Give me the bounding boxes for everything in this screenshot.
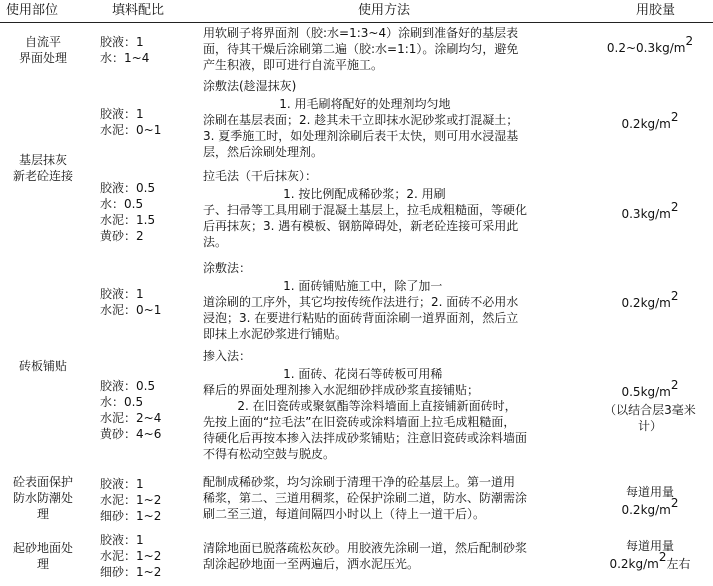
row1-usage-value: 0.2~0.3kg/m (606, 41, 686, 55)
row2-usage-b (590, 200, 710, 222)
row5-usage-sup: 2 (658, 550, 667, 564)
row1-usage-sup: 2 (685, 34, 694, 48)
row4-usage-sup: 2 (670, 496, 679, 510)
row5-usage-title: 每道用量 (625, 539, 674, 553)
row3-usage-b-sup: 2 (670, 378, 679, 392)
row4-usage-value: 0.2kg/m (621, 503, 671, 517)
row2-title-b: 拉毛法（干后抹灰）： (203, 169, 318, 183)
row4-method: 配制成稀砂浆，均匀涂刷于清理干净的砼基层上。第一道用 稀浆，第二、三道用稠浆，砼保护涂刷二道，防水、防潮需涂 刷二至三道，每道间隔四小时以上（待上一道干后）。 (203, 475, 528, 521)
row3-usage-b-value: 0.5kg/m (621, 385, 671, 399)
row3-ratio-b: 胶液：0.5 水：0.5 水泥：2~4 黄砂：4~6 (100, 379, 162, 441)
row4-ratio: 胶液：1 水泥：1~2 细砂：1~2 (100, 477, 162, 523)
header-ratio: 填料配比 (112, 3, 165, 18)
row5-method: 清除地面已脱落疏松灰砂。用胶液先涂刷一道，然后配制砂浆 刮涂起砂地面一至两遍后，洒水泥压光。 (203, 541, 528, 571)
row1-part: 自流平 界面处理 (18, 35, 67, 65)
row4-usage (590, 496, 710, 518)
row4-part: 砼表面保护 防水防潮处 理 (12, 475, 73, 521)
row3-part: 砖板铺贴 (18, 359, 67, 373)
row3-method-b: 1. 面砖、花岗石等砖板可用稀 释后的界面处理剂掺入水泥细砂拌成砂浆直接铺贴； 2. 在旧瓷砖或聚氨酯等涂料墙面上直接铺新面砖时， 先按上面的“拉毛法”在旧瓷砖或涂料墙面上拉毛成粗糙面， 待硬化后再按本掺入法拌成砂浆铺贴；注意旧瓷砖或涂料墙面 不得有松动空鼓与脱皮。 (203, 367, 528, 461)
row2-ratio-b: 胶液：0.5 水：0.5 水泥：1.5 黄砂：2 (100, 181, 156, 243)
header-part: 使用部位 (6, 3, 59, 18)
row2-usage-b-value: 0.3kg/m (621, 207, 671, 221)
row5-part: 起砂地面处 理 (12, 541, 73, 571)
row3-usage-b (590, 378, 710, 400)
row2-usage-a-value: 0.2kg/m (621, 117, 671, 131)
row5-usage (590, 550, 710, 572)
row4-usage-title: 每道用量 (625, 485, 674, 499)
row2-title-a: 涂敷法(趁湿抹灰) (203, 79, 297, 93)
row1-method: 用软刷子将界面剂（胶:水=1:3~4）涂刷到准备好的基层表 面，待其干燥后涂刷第二遍（胶:水=1:1）。涂刷均匀，避免 产生积液，即可进行自流平施工。 (203, 26, 519, 72)
row2-ratio-a: 胶液：1 水泥：0~1 (100, 107, 162, 137)
row3-ratio-a: 胶液：1 水泥：0~1 (100, 287, 162, 317)
header-method: 使用方法 (358, 3, 411, 18)
header-usage: 用胶量 (636, 3, 676, 18)
row5-ratio: 胶液：1 水泥：1~2 细砂：1~2 (100, 533, 162, 579)
row3-usage-b-note: （以结合层3毫米 计） (604, 403, 696, 433)
row3-title-a: 涂敷法： (203, 261, 252, 275)
row2-usage-a (590, 110, 710, 132)
row3-usage-a-value: 0.2kg/m (621, 296, 671, 310)
row2-usage-b-sup: 2 (670, 200, 679, 214)
row1-ratio: 胶液：1 水：1~4 (100, 35, 150, 65)
row1-usage (590, 34, 710, 56)
row2-part: 基层抹灰 新老砼连接 (12, 153, 73, 183)
row2-usage-a-sup: 2 (670, 110, 679, 124)
row5-usage-tail: 左右 (666, 557, 691, 571)
row2-method-a: 1. 用毛刷将配好的处理剂均匀地 涂刷在基层表面；2. 趁其未干立即抹水泥砂浆或打混凝土； 3. 夏季施工时，如处理剂涂刷后表干太快，则可用水浸湿基 层，然后涂刷处理剂。 (203, 97, 519, 159)
header-rule (0, 22, 713, 23)
row3-method-a: 1. 面砖铺贴施工中，除了加一 道涂刷的工序外，其它均按传统作法进行；2. 面砖不必用水 浸泡；3. 在要进行粘贴的面砖背面涂刷一道界面剂，然后立 即抹上水泥砂浆进行铺贴。 (203, 279, 519, 341)
row2-method-b: 1. 按比例配成稀砂浆；2. 用刷 子、扫帚等工具用刷于混凝土基层上，拉毛成粗糙面，等硬化 后再抹灰；3. 遇有模板、钢筋障碍处，新老砼连接可采用此 法。 (203, 187, 528, 249)
row3-usage-a (590, 289, 710, 311)
row3-title-b: 掺入法： (203, 349, 252, 363)
row3-usage-a-sup: 2 (670, 289, 679, 303)
row5-usage-value: 0.2kg/m (609, 557, 659, 571)
